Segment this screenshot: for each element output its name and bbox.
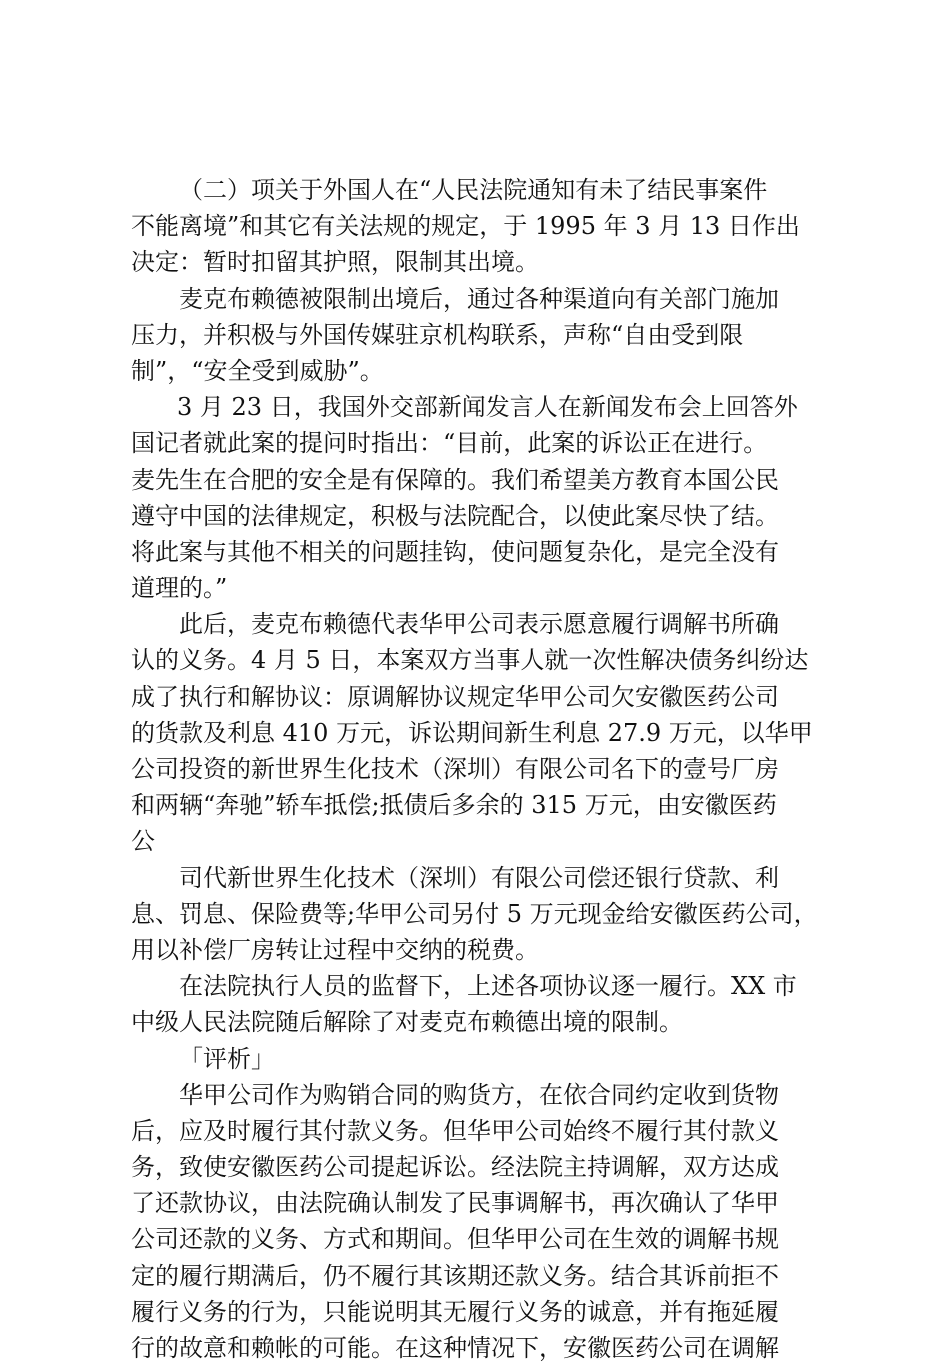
text-line: 务，致使安徽医药公司提起诉讼。经法院主持调解，双方达成	[131, 1153, 779, 1182]
text-line: 履行义务的行为，只能说明其无履行义务的诚意，并有拖延履	[131, 1297, 779, 1326]
paragraph-passport-decision	[131, 172, 831, 281]
text-line: 3 月 23 日，我国外交部新闻发言人在新闻发布会上回答外	[177, 393, 798, 422]
text-line: （二）项关于外国人在“人民法院通知有未了结民事案件	[179, 176, 768, 204]
text-line: 国记者就此案的提问时指出：“目前，此案的诉讼正在进行。	[131, 429, 768, 458]
text-line: 后，应及时履行其付款义务。但华甲公司始终不履行其付款义	[131, 1116, 779, 1145]
text-line: 和两辆“奔驰”轿车抵偿;抵债后多余的 315 万元，由安徽医药	[131, 791, 777, 820]
paragraph-pressure	[131, 281, 831, 390]
text-line: 公司投资的新世界生化技术（深圳）有限公司名下的壹号厂房	[131, 755, 779, 783]
text-line: 制”，“安全受到威胁”。	[131, 356, 384, 385]
text-line: 决定：暂时扣留其护照，限制其出境。	[131, 248, 539, 277]
text-line: 在法院执行人员的监督下，上述各项协议逐一履行。XX 市	[179, 972, 797, 1001]
text-line: 此后，麦克布赖德代表华甲公司表示愿意履行调解书所确	[179, 610, 779, 639]
paragraph-analysis	[131, 1077, 831, 1366]
paragraph-execution	[131, 968, 831, 1040]
text-line: 公司还款的义务、方式和期间。但华甲公司在生效的调解书规	[131, 1225, 779, 1254]
section-heading-analysis	[131, 1041, 831, 1077]
text-line: 了还款协议，由法院确认制发了民事调解书，再次确认了华甲	[131, 1189, 779, 1218]
text-line: 「评析」	[179, 1044, 275, 1073]
text-line: 公	[131, 827, 155, 856]
text-line: 不能离境”和其它有关法规的规定，于 1995 年 3 月 13 日作出	[131, 212, 800, 241]
text-line: 息、罚息、保险费等;华甲公司另付 5 万元现金给安徽医药公司，	[131, 899, 818, 928]
text-line: 遵守中国的法律规定，积极与法院配合，以使此案尽快了结。	[131, 501, 779, 530]
paragraph-foreign-ministry	[131, 389, 831, 606]
text-line: 行的故意和赖帐的可能。在这种情况下，安徽医药公司在调解	[131, 1334, 779, 1362]
paragraph-loan-repayment	[131, 860, 831, 969]
text-line: 中级人民法院随后解除了对麦克布赖德出境的限制。	[131, 1008, 683, 1037]
document-body	[131, 172, 831, 1366]
text-line: 道理的。”	[131, 574, 228, 603]
text-line: 麦先生在合肥的安全是有保障的。我们希望美方教育本国公民	[131, 465, 779, 494]
text-line: 成了执行和解协议：原调解协议规定华甲公司欠安徽医药公司	[131, 682, 779, 711]
text-line: 定的履行期满后，仍不履行其该期还款义务。结合其诉前拒不	[131, 1261, 779, 1290]
text-line: 麦克布赖德被限制出境后，通过各种渠道向有关部门施加	[179, 284, 779, 313]
text-line: 认的义务。4 月 5 日，本案双方当事人就一次性解决债务纠纷达	[131, 646, 809, 675]
text-line: 压力，并积极与外国传媒驻京机构联系，声称“自由受到限	[131, 320, 744, 349]
text-line: 司代新世界生化技术（深圳）有限公司偿还银行贷款、利	[179, 863, 779, 892]
paragraph-settlement	[131, 606, 831, 859]
text-line: 的货款及利息 410 万元，诉讼期间新生利息 27.9 万元，以华甲	[131, 718, 813, 747]
text-line: 华甲公司作为购销合同的购货方，在依合同约定收到货物	[179, 1080, 779, 1109]
text-line: 用以补偿厂房转让过程中交纳的税费。	[131, 935, 539, 964]
text-line: 将此案与其他不相关的问题挂钩，使问题复杂化，是完全没有	[131, 537, 779, 566]
